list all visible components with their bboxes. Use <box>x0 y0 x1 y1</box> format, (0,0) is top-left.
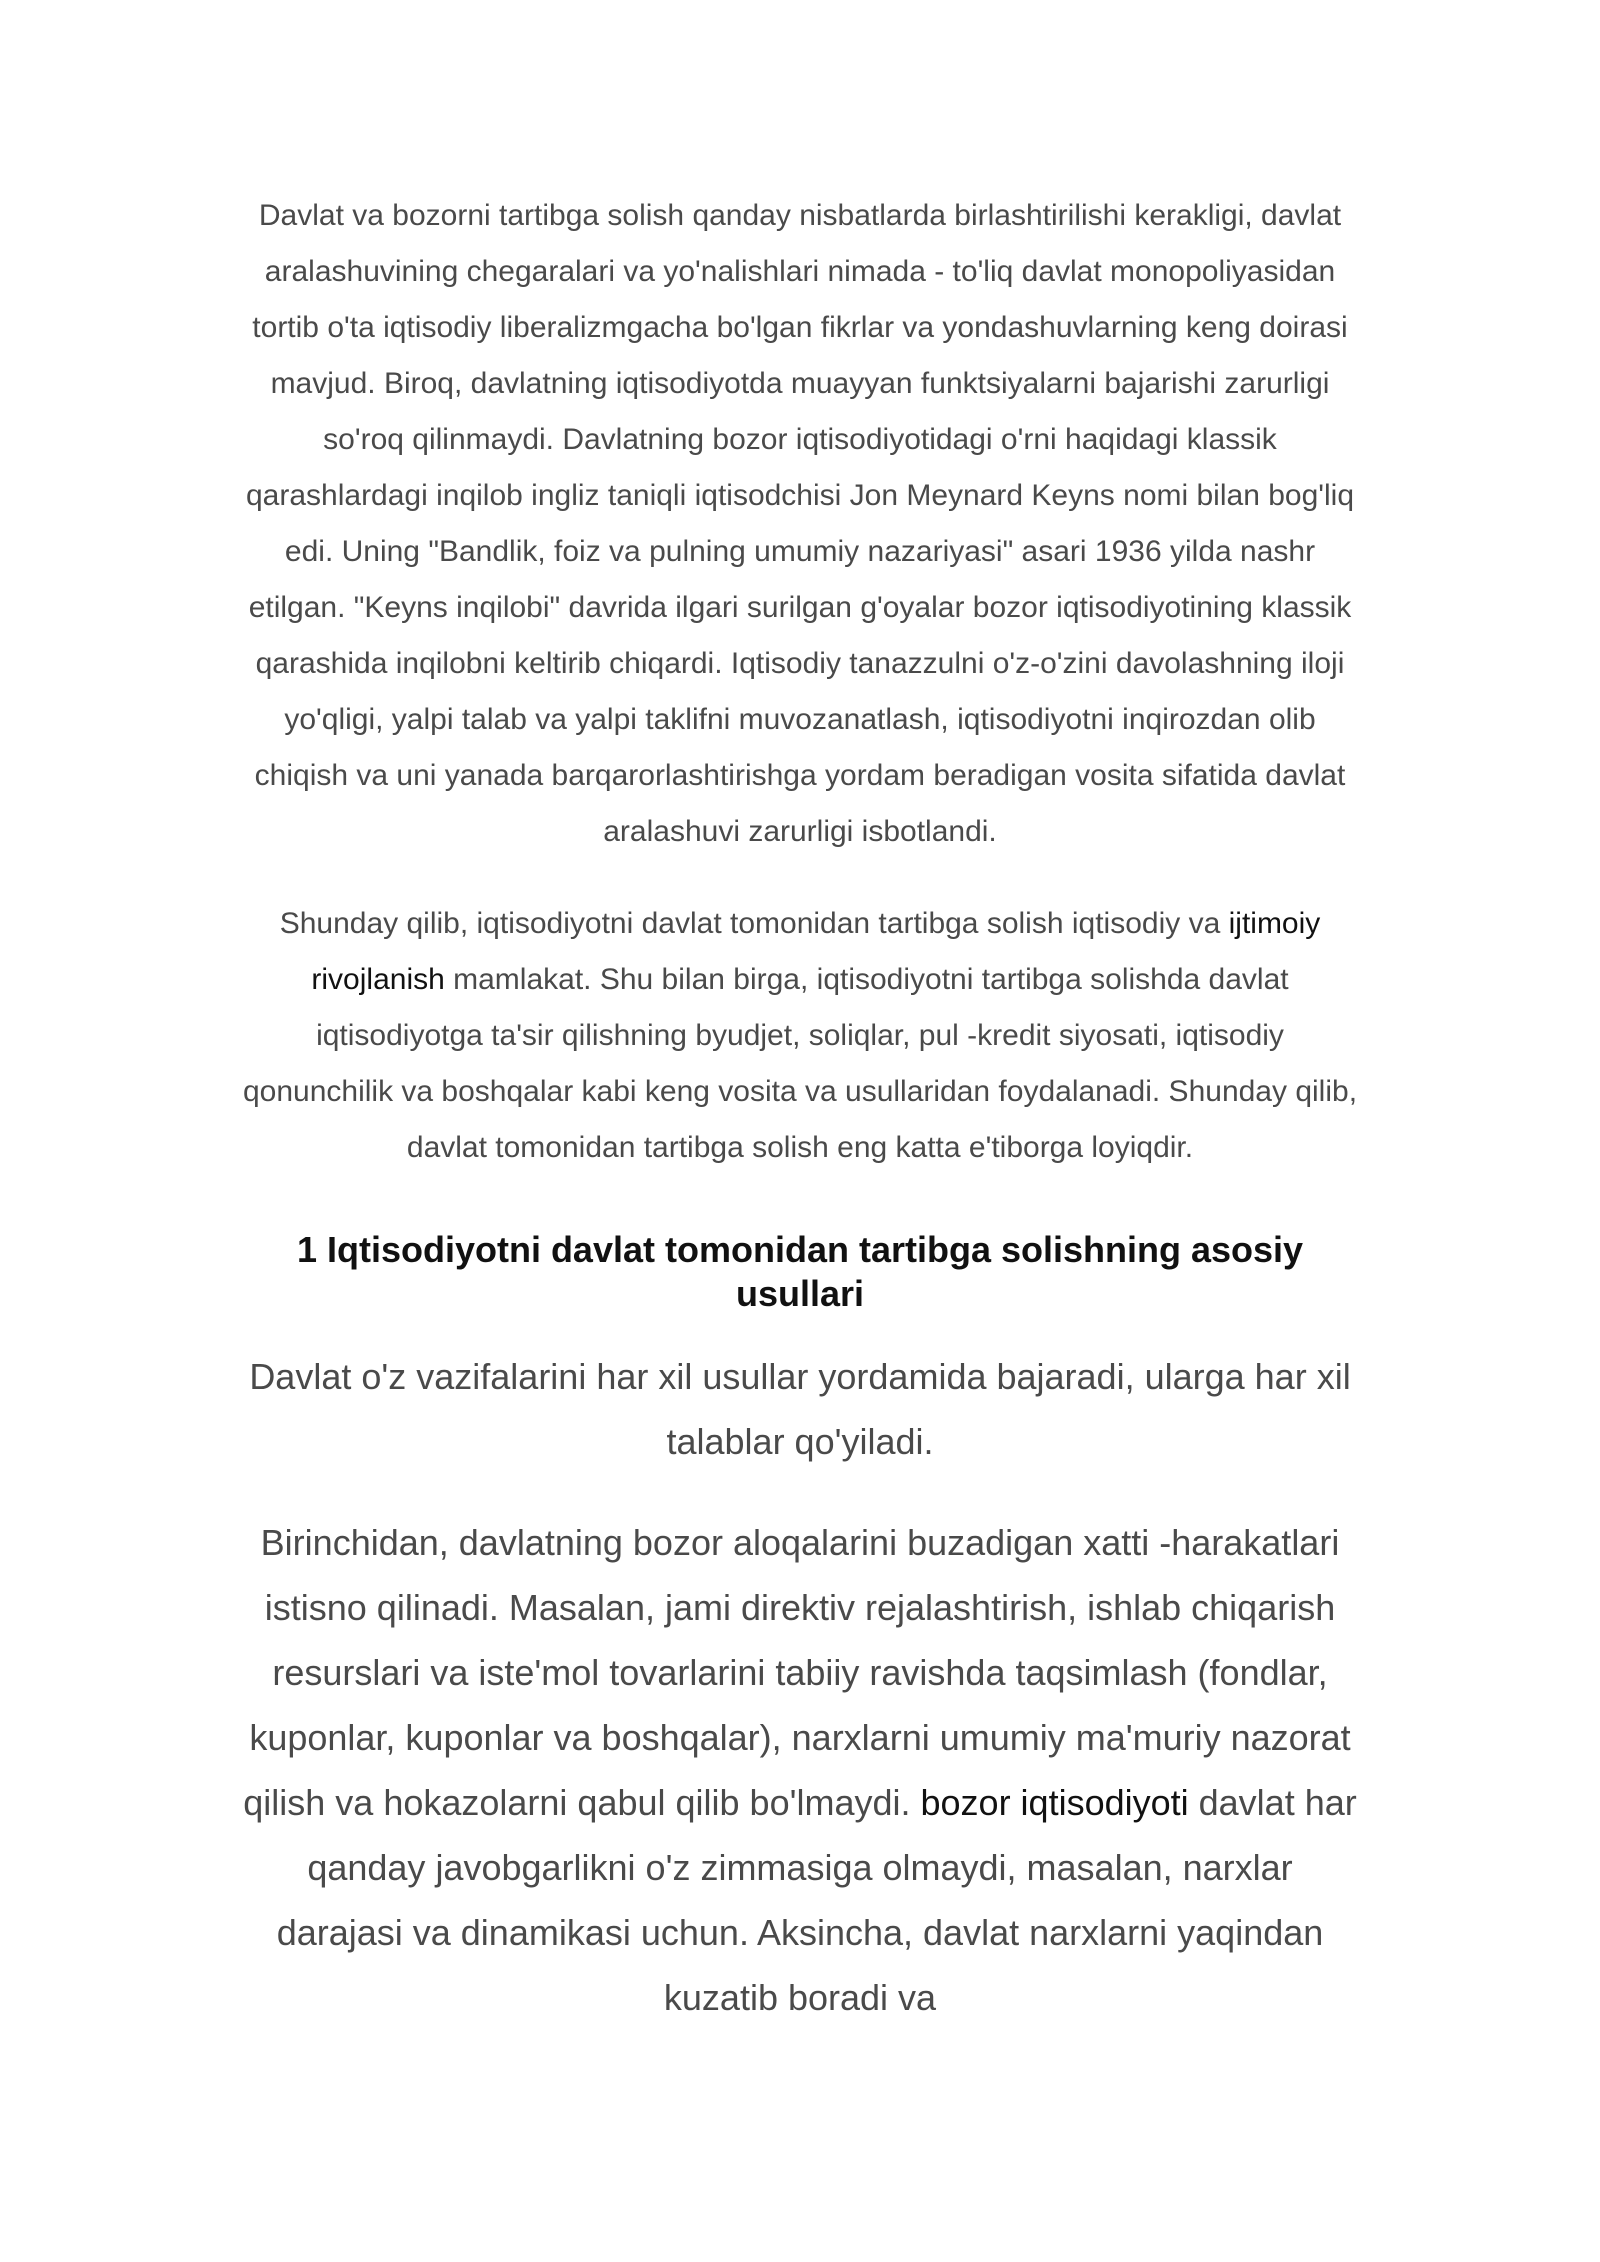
paragraph-4-text-end: davlat har qanday javobgarlikni o'z zimmasiga olmaydi, masalan, narxlar darajasi va dinamikasi uchun. Aksincha, davlat narxlarni yaqindan kuzatib boradi va <box>276 1782 1357 2018</box>
paragraph-4-text-start: Birinchidan, davlatning bozor aloqalarini buzadigan xatti -harakatlari istisno qilinadi. Masalan, jami direktiv rejalashtirish, ishlab chiqarish resurslari va iste'mol tovarlarini tabiiy ravishda taqsimlash (fondlar, kuponlar, kuponlar va boshqalar), narxlarni umumiy ma'muriy nazorat qilish va hokazolarni qabul qilib bo'lmaydi. <box>243 1522 1351 1823</box>
paragraph-2-text-end: mamlakat. Shu bilan birga, iqtisodiyotni tartibga solishda davlat iqtisodiyotga ta'sir qilishning byudjet, soliqlar, pul -kredit siyosati, iqtisodiy qonunchilik va boshqalar kabi keng vosita va usullaridan foydalanadi. Shunday qilib, davlat tomonidan tartibga solish eng katta e'tiborga loyiqdir. <box>242 963 1358 1164</box>
section-heading: 1 Iqtisodiyotni davlat tomonidan tartibga solishning asosiy usullari <box>296 1229 1304 1314</box>
paragraph-4 <box>240 1510 1360 2030</box>
paragraph-2-text-start: Shunday qilib, iqtisodiyotni davlat tomonidan tartibga solish iqtisodiy va <box>279 907 1229 940</box>
link-market-economy[interactable]: bozor iqtisodiyoti <box>920 1782 1189 1823</box>
paragraph-3: Davlat o'z vazifalarini har xil usullar yordamida bajaradi, ularga har xil talablar qo'yiladi. <box>249 1356 1351 1462</box>
link-social-development[interactable]: ijtimoiy rivojlanish <box>311 907 1321 996</box>
paragraph-1: Davlat va bozorni tartibga solish qanday nisbatlarda birlashtirilishi kerakligi, davlat aralashuvining chegaralari va yo'nalishlari nimada - to'liq davlat monopoliyasidan tortib o'ta iqtisodiy liberalizmgacha bo'lgan fikrlar va yondashuvlarning keng doirasi mavjud. Biroq, davlatning iqtisodiyotda muayyan funktsiyalarni bajarishi zarurligi so'roq qilinmaydi. Davlatning bozor iqtisodiyotidagi o'rni haqidagi klassik qarashlardagi inqilob ingliz taniqli iqtisodchisi Jon Meynard Keyns nomi bilan bog'liq edi. Uning "Bandlik, foiz va pulning umumiy nazariyasi" asari 1936 yilda nashr etilgan. "Keyns inqilobi" davrida ilgari surilgan g'oyalar bozor iqtisodiyotining klassik qarashida inqilobni keltirib chiqardi. Iqtisodiy tanazzulni o'z-o'zini davolashning iloji yo'qligi, yalpi talab va yalpi taklifni muvozanatlash, iqtisodiyotni inqirozdan olib chiqish va uni yanada barqarorlashtirishga yordam beradigan vosita sifatida davlat aralashuvi zarurligi isbotlandi. <box>245 199 1355 848</box>
paragraph-2 <box>240 896 1360 1176</box>
document-body <box>240 188 1360 2030</box>
